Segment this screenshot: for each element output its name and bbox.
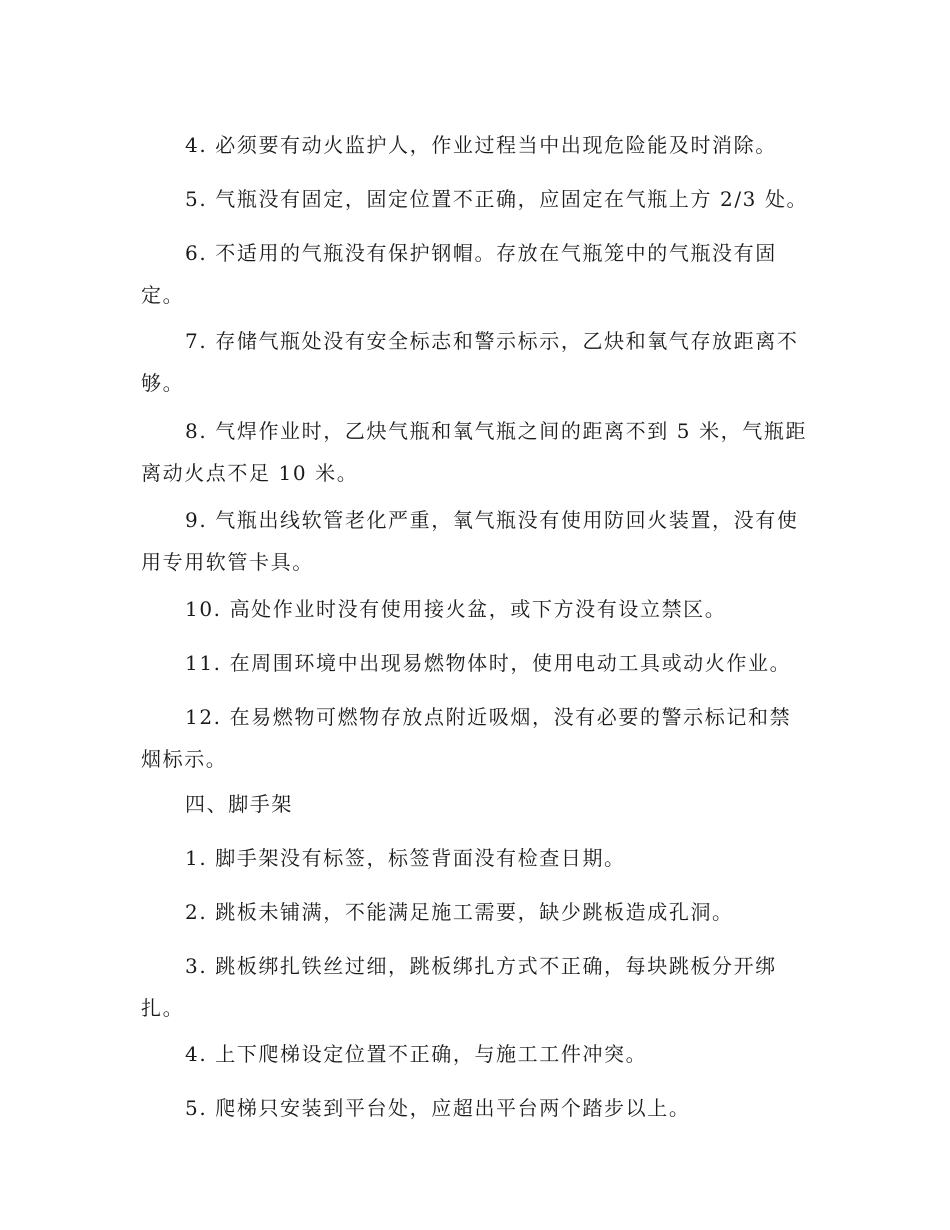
paragraph-scaffold-3: 3. 跳板绑扎铁丝过细，跳板绑扎方式不正确，每块跳板分开绑扎。 (141, 954, 777, 1020)
paragraph-item-4: 4. 必须要有动火监护人，作业过程当中出现危险能及时消除。 (185, 133, 777, 157)
paragraph-scaffold-1: 1. 脚手架没有标签，标签背面没有检查日期。 (185, 846, 626, 870)
paragraph-item-11: 11. 在周围环境中出现易燃物体时，使用电动工具或动火作业。 (185, 651, 792, 675)
paragraph-item-12: 12. 在易燃物可燃物存放点附近吸烟，没有必要的警示标记和禁烟标示。 (141, 705, 792, 771)
paragraph-scaffold-4: 4. 上下爬梯设定位置不正确，与施工工件冲突。 (185, 1042, 648, 1066)
paragraph-scaffold-2: 2. 跳板未铺满，不能满足施工需要，缺少跳板造成孔洞。 (185, 900, 734, 924)
paragraph-item-8: 8. 气焊作业时，乙炔气瓶和氧气瓶之间的距离不到 5 米，气瓶距离动火点不足 10 米。 (141, 419, 808, 485)
section-heading-scaffold: 四、脚手架 (185, 792, 293, 816)
paragraph-item-6: 6. 不适用的气瓶没有保护钢帽。存放在气瓶笼中的气瓶没有固定。 (141, 241, 777, 307)
paragraph-item-9: 9. 气瓶出线软管老化严重，氧气瓶没有使用防回火装置，没有使用专用软管卡具。 (141, 508, 799, 574)
paragraph-item-7: 7. 存储气瓶处没有安全标志和警示标示，乙炔和氧气存放距离不够。 (141, 329, 799, 395)
paragraph-scaffold-5: 5. 爬梯只安装到平台处，应超出平台两个踏步以上。 (185, 1096, 691, 1120)
paragraph-item-10: 10. 高处作业时没有使用接火盆，或下方没有设立禁区。 (185, 597, 727, 621)
paragraph-item-5: 5. 气瓶没有固定，固定位置不正确，应固定在气瓶上方 2/3 处。 (185, 187, 809, 211)
